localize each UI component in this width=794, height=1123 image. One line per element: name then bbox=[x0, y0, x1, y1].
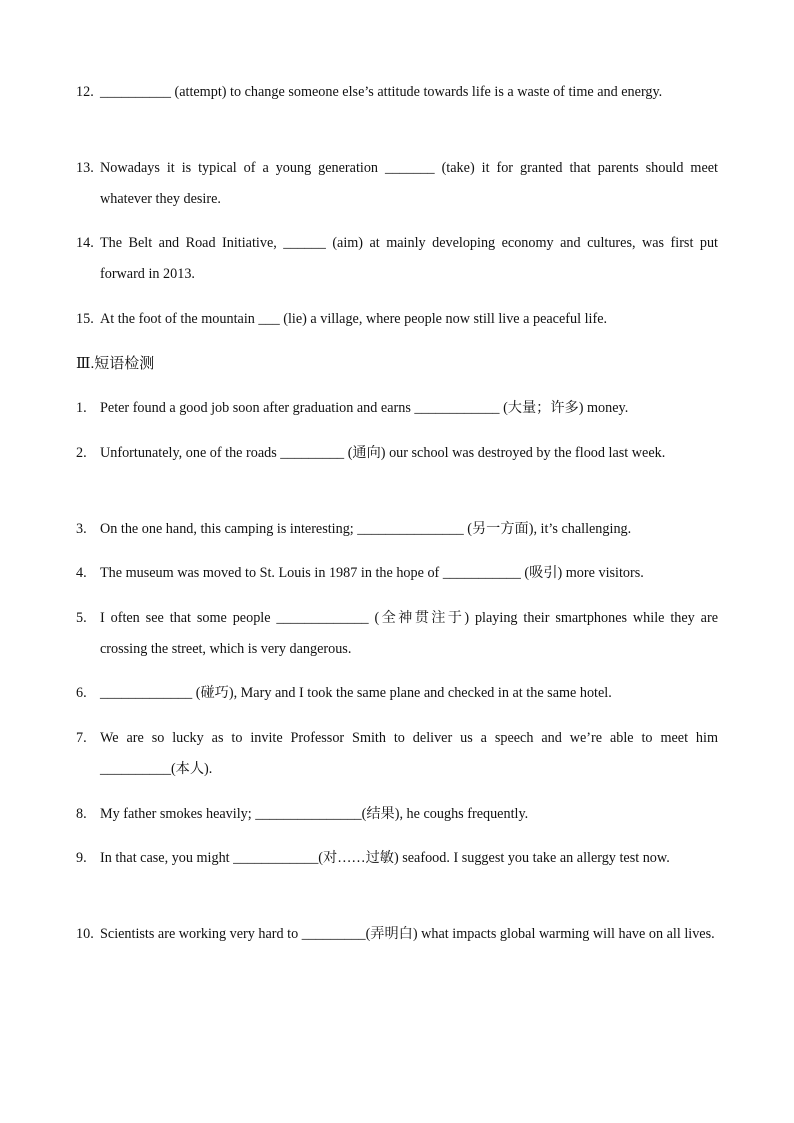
item-text: Peter found a good job soon after graduation and earns ____________ (大量；许多) money. bbox=[100, 400, 629, 416]
item-number: 8. bbox=[76, 806, 87, 822]
item-number: 10. bbox=[76, 926, 94, 942]
item-text: Scientists are working very hard to _________(弄明白) what impacts global warming will have on all lives. bbox=[100, 926, 715, 942]
item-text: I often see that some people _____________ (全神贯注于) playing their smartphones while they are crossing the street, which is very dangerous. bbox=[100, 610, 718, 657]
phrase-item-3 bbox=[76, 514, 718, 545]
exercise-item-13 bbox=[76, 153, 718, 215]
item-number: 3. bbox=[76, 521, 87, 537]
exercise-item-14 bbox=[76, 228, 718, 290]
item-number: 5. bbox=[76, 610, 87, 626]
phrase-item-8 bbox=[76, 799, 718, 830]
item-number: 12. bbox=[76, 84, 94, 100]
phrase-item-1 bbox=[76, 393, 718, 424]
item-text: The Belt and Road Initiative, ______ (aim) at mainly developing economy and cultures, was first put forward in 2013. bbox=[100, 235, 718, 282]
item-number: 1. bbox=[76, 400, 87, 416]
phrase-item-10 bbox=[76, 919, 718, 950]
item-text: On the one hand, this camping is interesting; _______________ (另一方面), it’s challenging. bbox=[100, 521, 632, 537]
exercise-item-12 bbox=[76, 77, 718, 108]
item-number: 15. bbox=[76, 311, 94, 327]
item-text: At the foot of the mountain ___ (lie) a village, where people now still live a peaceful life. bbox=[100, 311, 608, 327]
item-number: 14. bbox=[76, 235, 94, 251]
item-text: Unfortunately, one of the roads _________ (通向) our school was destroyed by the flood last week. bbox=[100, 445, 666, 461]
phrase-item-5 bbox=[76, 603, 718, 665]
item-text: My father smokes heavily; _______________(结果), he coughs frequently. bbox=[100, 806, 529, 822]
phrase-item-7 bbox=[76, 723, 718, 785]
item-text: Nowadays it is typical of a young generation _______ (take) it for granted that parents should meet whatever they desire. bbox=[100, 160, 718, 207]
item-number: 9. bbox=[76, 850, 87, 866]
item-text: _____________ (碰巧), Mary and I took the same plane and checked in at the same hotel. bbox=[100, 685, 612, 701]
item-number: 7. bbox=[76, 730, 87, 746]
phrase-item-2 bbox=[76, 438, 718, 469]
item-number: 4. bbox=[76, 565, 87, 581]
phrase-item-6 bbox=[76, 678, 718, 709]
phrase-item-9 bbox=[76, 843, 718, 874]
item-text: We are so lucky as to invite Professor Smith to deliver us a speech and we’re able to meet him __________(本人). bbox=[100, 730, 718, 777]
exercise-item-15 bbox=[76, 304, 718, 335]
phrase-item-4 bbox=[76, 558, 718, 589]
section-heading: Ⅲ.短语检测 bbox=[76, 356, 155, 372]
item-number: 2. bbox=[76, 445, 87, 461]
item-text: In that case, you might ____________(对……过敏) seafood. I suggest you take an allergy test now. bbox=[100, 850, 670, 866]
item-text: __________ (attempt) to change someone else’s attitude towards life is a waste of time and energy. bbox=[100, 84, 663, 100]
item-text: The museum was moved to St. Louis in 1987 in the hope of ___________ (吸引) more visitors. bbox=[100, 565, 644, 581]
item-number: 6. bbox=[76, 685, 87, 701]
item-number: 13. bbox=[76, 160, 94, 176]
